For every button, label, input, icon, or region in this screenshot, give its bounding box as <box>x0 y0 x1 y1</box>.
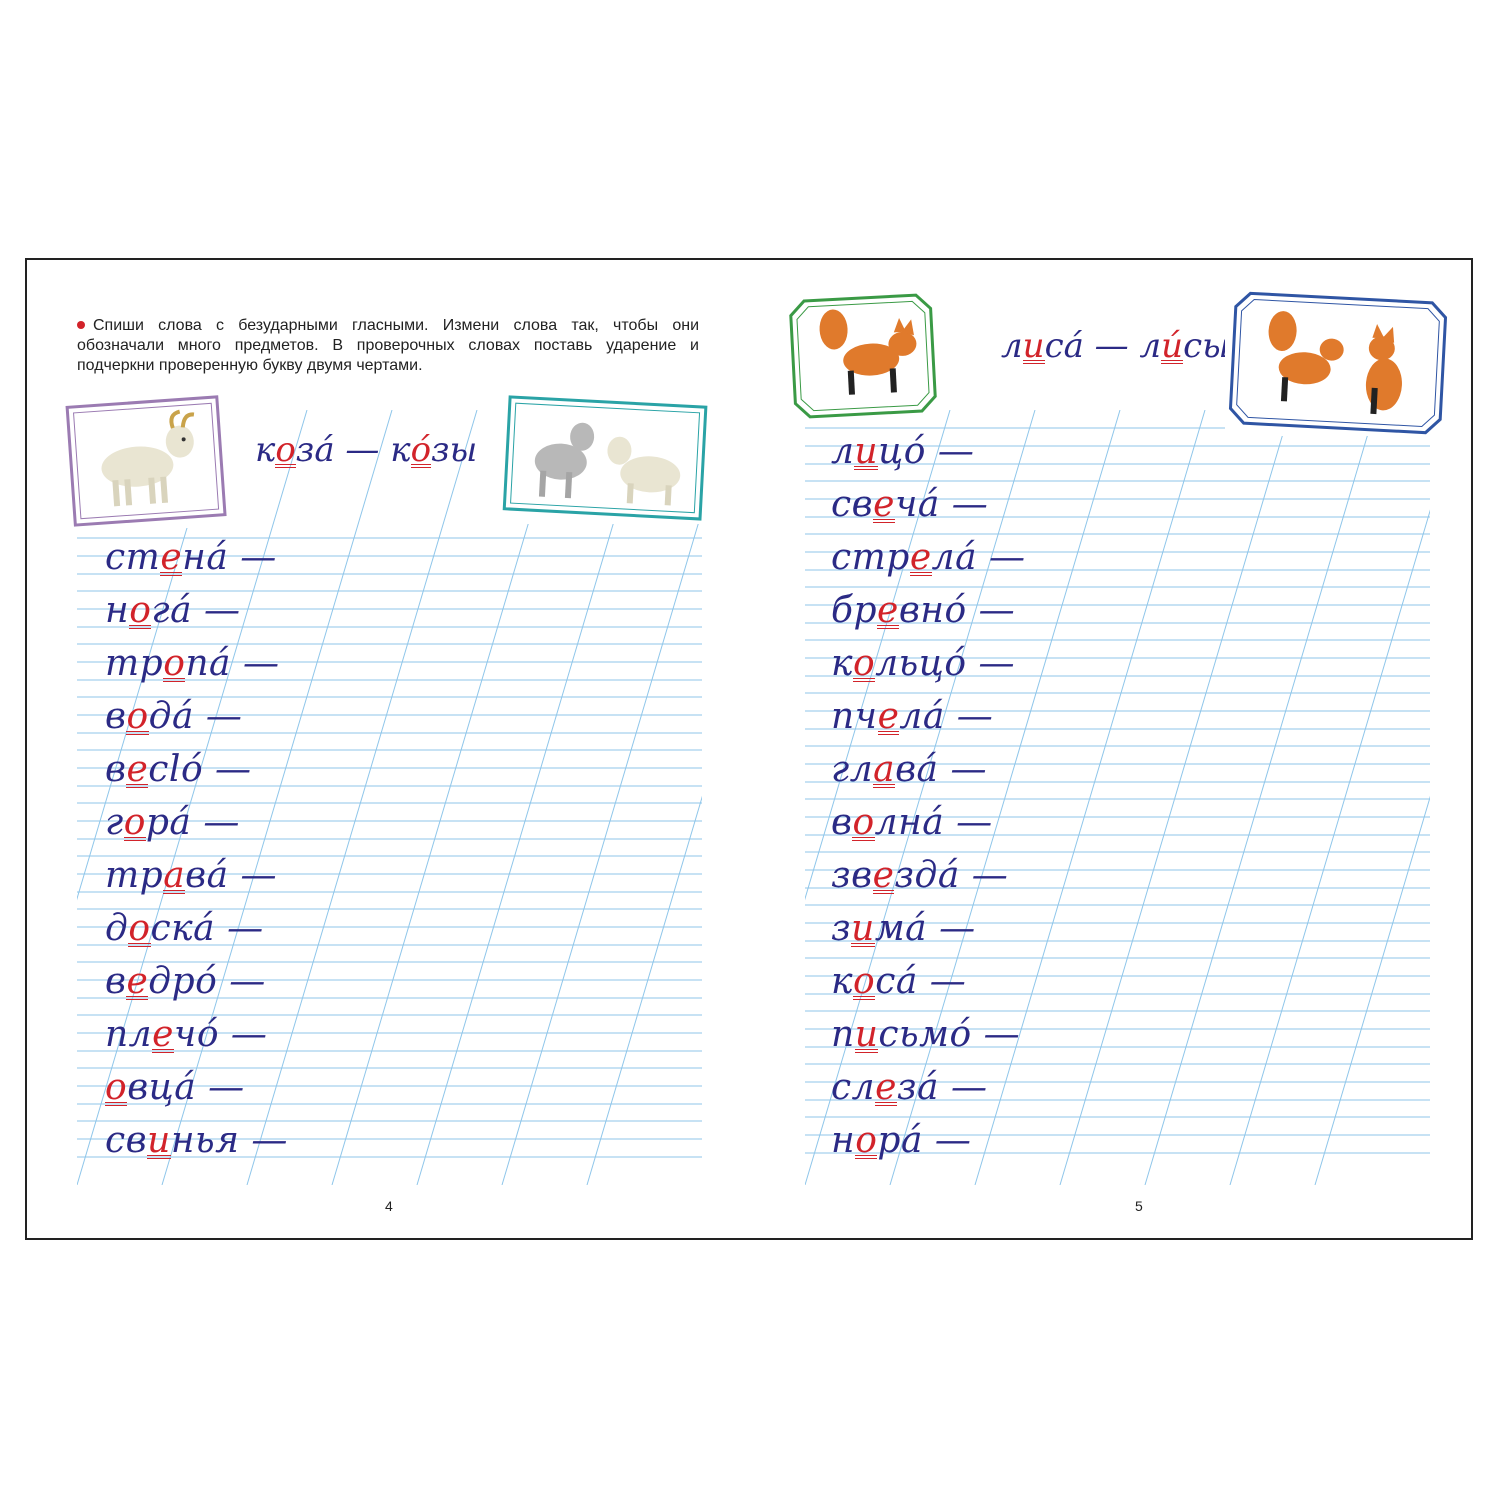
word-item <box>831 1068 987 1108</box>
word-item <box>831 856 1008 896</box>
word-item <box>831 644 1015 684</box>
word-part: в <box>831 802 853 843</box>
word-part: гл <box>831 749 874 790</box>
unstressed-vowel: о <box>852 802 875 843</box>
word-part: л <box>831 431 855 472</box>
word-part: п <box>831 1014 855 1055</box>
word-part: ст <box>105 537 161 578</box>
word-part: св <box>831 484 874 525</box>
word-part: дá — <box>148 696 243 737</box>
unstressed-vowel: е <box>875 1067 897 1108</box>
word-part: в <box>105 696 127 737</box>
fox-picture <box>785 290 941 422</box>
word-part: н <box>105 590 130 631</box>
word-item <box>105 856 277 896</box>
word-part: мá — <box>874 908 976 949</box>
unstressed-vowel: о <box>126 696 149 737</box>
word-part: нá — <box>182 537 277 578</box>
word-part: сló — <box>148 749 252 790</box>
word-part: чá — <box>894 484 989 525</box>
unstressed-vowel: е <box>909 537 932 578</box>
word-item <box>831 750 987 790</box>
word-item <box>105 644 279 684</box>
word-item <box>105 962 266 1002</box>
unstressed-vowel: и <box>854 431 879 472</box>
word-part: дрó — <box>148 961 266 1002</box>
word-part: сл <box>831 1067 876 1108</box>
word-part: зв <box>831 855 873 896</box>
goat-picture <box>63 392 229 528</box>
word-part: лá — <box>899 696 994 737</box>
word-item <box>831 697 993 737</box>
word-part: д <box>105 908 129 949</box>
task-instruction: Спиши слова с безударными гласными. Измени слова так, чтобы они обозначали много предметов. В проверочных словах поставь ударение и подчеркни проверенную букву двумя чертами. <box>77 317 699 374</box>
word-part: скá — <box>150 908 264 949</box>
right-page <box>751 260 1475 1238</box>
word-part: чó — <box>173 1014 268 1055</box>
word-part: здá — <box>894 855 1009 896</box>
word-part: рá — <box>877 1120 972 1161</box>
word-part: зá — <box>896 1067 988 1108</box>
unstressed-vowel: е <box>160 537 183 578</box>
page-number-right: 5 <box>1135 1198 1143 1214</box>
unstressed-vowel: е <box>872 855 895 896</box>
unstressed-vowel: е <box>877 590 899 631</box>
word-item <box>831 432 974 472</box>
two-foxes-picture <box>1225 290 1451 436</box>
word-part: бр <box>831 590 878 631</box>
word-part: пч <box>831 696 878 737</box>
workbook-spread <box>25 258 1473 1240</box>
word-item <box>831 803 993 843</box>
page-number-left: 4 <box>385 1198 393 1214</box>
word-item <box>105 1015 267 1055</box>
word-item <box>831 1121 971 1161</box>
unstressed-vowel: и <box>854 1014 879 1055</box>
word-item <box>831 591 1015 631</box>
word-part: тр <box>105 855 164 896</box>
word-item <box>105 1121 288 1161</box>
word-part: к <box>831 961 853 1002</box>
word-part: к <box>831 643 853 684</box>
word-part: цó — <box>878 431 975 472</box>
word-part: внó — <box>898 590 1016 631</box>
word-item <box>831 538 1025 578</box>
unstressed-vowel: о <box>129 590 152 631</box>
word-item <box>105 538 277 578</box>
word-part: в <box>105 961 127 1002</box>
unstressed-vowel: о <box>853 643 876 684</box>
word-part: сьмó — <box>878 1014 1021 1055</box>
word-item <box>105 750 252 790</box>
word-item <box>105 697 242 737</box>
word-part: тр <box>105 643 164 684</box>
unstressed-vowel: о <box>123 802 146 843</box>
unstressed-vowel: о <box>855 1120 878 1161</box>
word-part: рá — <box>145 802 240 843</box>
word-item <box>831 1015 1020 1055</box>
word-item <box>105 591 241 631</box>
word-part: в <box>105 749 127 790</box>
word-part: вцá — <box>127 1067 245 1108</box>
unstressed-vowel: а <box>873 749 896 790</box>
unstressed-vowel: е <box>877 696 900 737</box>
word-part: пá — <box>185 643 280 684</box>
word-part: пл <box>105 1014 153 1055</box>
unstressed-vowel: о <box>853 961 876 1002</box>
bullet-dot <box>77 321 85 329</box>
word-part: лнá — <box>874 802 993 843</box>
unstressed-vowel: е <box>152 1014 174 1055</box>
word-item <box>105 1068 245 1108</box>
unstressed-vowel: е <box>126 961 149 1002</box>
word-part: г <box>105 802 124 843</box>
unstressed-vowel: а <box>163 855 186 896</box>
unstressed-vowel: о <box>163 643 186 684</box>
two-goats-picture <box>501 394 711 524</box>
unstressed-vowel: и <box>147 1120 171 1161</box>
unstressed-vowel: е <box>126 749 149 790</box>
word-item <box>105 803 240 843</box>
example-pair: лисá — ли́сы <box>1001 326 1230 366</box>
word-part: н <box>831 1120 856 1161</box>
unstressed-vowel: е <box>873 484 895 525</box>
word-item <box>831 962 966 1002</box>
unstressed-vowel: и <box>851 908 875 949</box>
word-part: з <box>831 908 852 949</box>
word-part: льцó — <box>875 643 1015 684</box>
word-part: нья — <box>170 1120 288 1161</box>
word-item <box>831 485 988 525</box>
word-part: сá — <box>875 961 967 1002</box>
left-page <box>27 260 751 1238</box>
word-part: св <box>105 1120 148 1161</box>
word-item <box>831 909 976 949</box>
example-pair: козá — кóзы <box>255 430 478 470</box>
word-part: гá — <box>151 590 241 631</box>
unstressed-vowel: о <box>128 908 151 949</box>
word-part: вá — <box>185 855 278 896</box>
word-part: стр <box>831 537 910 578</box>
word-part: лá — <box>931 537 1026 578</box>
word-item <box>105 909 264 949</box>
word-part: вá — <box>895 749 987 790</box>
unstressed-vowel: о <box>105 1067 128 1108</box>
